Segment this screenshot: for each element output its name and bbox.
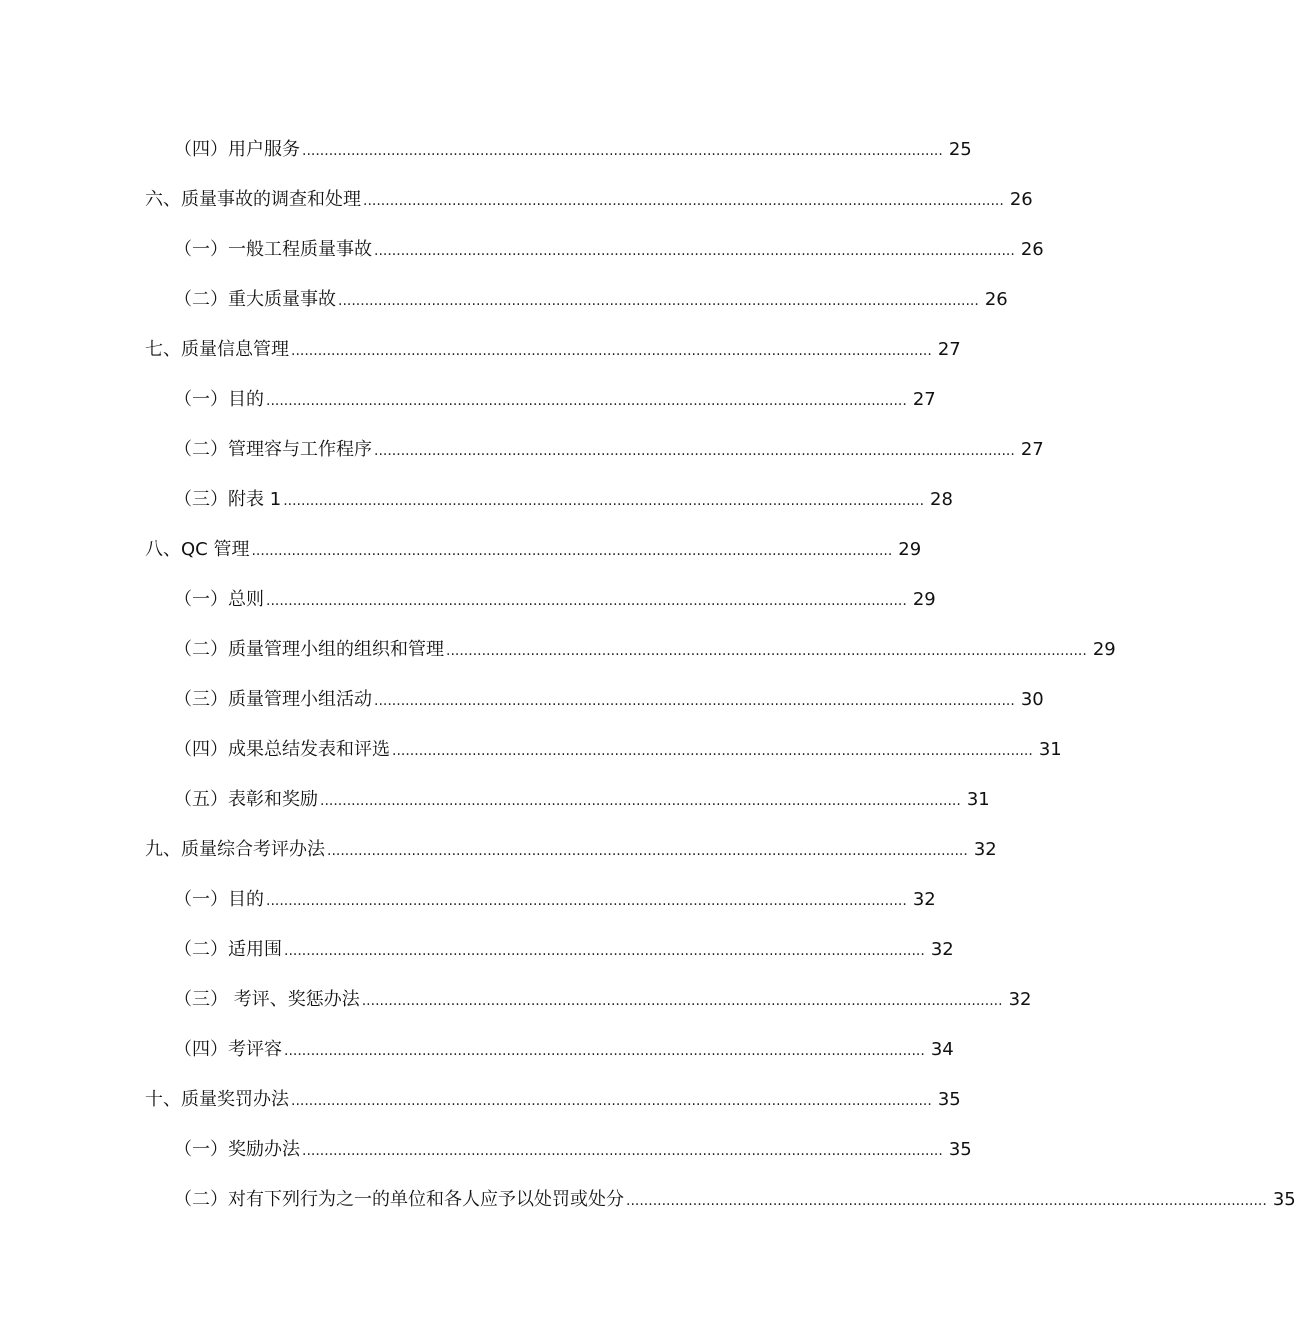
toc-entry[interactable] xyxy=(174,437,1044,463)
toc-leader-dots: ................................................................................................................................................ xyxy=(284,943,925,959)
toc-entry[interactable] xyxy=(174,1037,954,1063)
toc-entry[interactable] xyxy=(174,137,972,163)
toc-entry[interactable] xyxy=(174,1187,1296,1213)
toc-leader-dots: ................................................................................................................................................ xyxy=(266,393,907,409)
toc-entry-title: （二）重大质量事故 xyxy=(174,289,336,310)
toc-entry[interactable] xyxy=(174,687,1044,713)
toc-entry-page: 35 xyxy=(948,1139,972,1160)
toc-entry[interactable] xyxy=(174,287,1008,313)
toc-entry[interactable] xyxy=(174,937,954,963)
toc-entry-page: 31 xyxy=(966,789,990,810)
toc-leader-dots: ................................................................................................................................................ xyxy=(374,243,1015,259)
toc-leader-dots: ................................................................................................................................................ xyxy=(291,1093,932,1109)
toc-entry[interactable] xyxy=(145,1087,961,1113)
toc-leader-dots: ................................................................................................................................................ xyxy=(363,193,1004,209)
toc-entry-page: 28 xyxy=(930,489,953,510)
toc-entry-page: 32 xyxy=(1008,989,1032,1010)
toc-entry-title: （三）附表 1 xyxy=(174,489,282,510)
toc-entry[interactable] xyxy=(174,887,936,913)
toc-leader-dots: ................................................................................................................................................ xyxy=(291,343,932,359)
toc-entry[interactable] xyxy=(174,1137,972,1163)
toc-leader-dots: ................................................................................................................................................ xyxy=(392,743,1033,759)
toc-entry-title: （二）适用围 xyxy=(174,939,282,960)
toc-entry[interactable] xyxy=(174,637,1116,663)
toc-entry-title: （一）目的 xyxy=(174,889,264,910)
toc-leader-dots: ................................................................................................................................................ xyxy=(284,1043,925,1059)
toc-entry-title: （四）考评容 xyxy=(174,1039,282,1060)
toc-entry-page: 32 xyxy=(973,839,997,860)
toc-entry-title: 六、质量事故的调查和处理 xyxy=(145,189,361,210)
toc-entry-page: 26 xyxy=(1020,239,1044,260)
toc-entry[interactable] xyxy=(174,237,1044,263)
toc-entry-title: 九、质量综合考评办法 xyxy=(145,839,325,860)
toc-entry[interactable] xyxy=(145,537,922,563)
toc-entry-title: 八、QC 管理 xyxy=(145,539,250,560)
toc-entry[interactable] xyxy=(174,987,1032,1013)
toc-leader-dots: ................................................................................................................................................ xyxy=(320,793,961,809)
toc-entry-title: （五）表彰和奖励 xyxy=(174,789,318,810)
toc-entry[interactable] xyxy=(174,487,953,513)
toc-entry-page: 29 xyxy=(1092,639,1116,660)
toc-entry[interactable] xyxy=(145,837,997,863)
toc-entry-page: 27 xyxy=(1020,439,1044,460)
toc-entry-page: 26 xyxy=(984,289,1008,310)
toc-leader-dots: ................................................................................................................................................ xyxy=(626,1193,1267,1209)
toc-leader-dots: ................................................................................................................................................ xyxy=(266,893,907,909)
toc-entry-page: 32 xyxy=(930,939,954,960)
toc-entry[interactable] xyxy=(145,337,961,363)
toc-entry-page: 35 xyxy=(937,1089,961,1110)
toc-entry-page: 27 xyxy=(937,339,961,360)
toc-entry-title: （三） 考评、奖惩办法 xyxy=(174,989,360,1010)
toc-leader-dots: ................................................................................................................................................ xyxy=(374,693,1015,709)
toc-leader-dots: ................................................................................................................................................ xyxy=(251,543,893,559)
toc-entry-title: （四）成果总结发表和评选 xyxy=(174,739,390,760)
toc-entry-title: （一）一般工程质量事故 xyxy=(174,239,372,260)
toc-entry-page: 29 xyxy=(912,589,936,610)
toc-entry-page: 27 xyxy=(912,389,936,410)
toc-entry-title: （三）质量管理小组活动 xyxy=(174,689,372,710)
toc-entry-page: 32 xyxy=(912,889,936,910)
toc-entry-title: （一）目的 xyxy=(174,389,264,410)
toc-entry-page: 31 xyxy=(1038,739,1062,760)
toc-entry-title: 七、质量信息管理 xyxy=(145,339,289,360)
toc-leader-dots: ................................................................................................................................................ xyxy=(302,143,943,159)
toc-entry[interactable] xyxy=(174,787,990,813)
toc-entry[interactable] xyxy=(174,587,936,613)
toc-entry[interactable] xyxy=(174,737,1062,763)
toc-entry-title: （二）对有下列行为之一的单位和各人应予以处罚或处分 xyxy=(174,1189,624,1210)
toc-entry-page: 29 xyxy=(898,539,922,560)
toc-entry-page: 35 xyxy=(1272,1189,1296,1210)
toc-entry-page: 26 xyxy=(1009,189,1033,210)
toc-leader-dots: ................................................................................................................................................ xyxy=(338,293,979,309)
toc-leader-dots: ................................................................................................................................................ xyxy=(327,843,968,859)
toc-entry-title: （一）奖励办法 xyxy=(174,1139,300,1160)
toc-entry-page: 30 xyxy=(1020,689,1044,710)
toc-entry-page: 25 xyxy=(948,139,972,160)
toc-entry-title: （二）质量管理小组的组织和管理 xyxy=(174,639,444,660)
toc-entry-title: （二）管理容与工作程序 xyxy=(174,439,372,460)
toc-leader-dots: ................................................................................................................................................ xyxy=(446,643,1087,659)
toc-leader-dots: ................................................................................................................................................ xyxy=(374,443,1015,459)
toc-entry-title: 十、质量奖罚办法 xyxy=(145,1089,289,1110)
toc-leader-dots: ................................................................................................................................................ xyxy=(302,1143,943,1159)
toc-entry[interactable] xyxy=(174,387,936,413)
toc-entry-title: （四）用户服务 xyxy=(174,139,300,160)
toc-leader-dots: ................................................................................................................................................ xyxy=(266,593,907,609)
toc-entry[interactable] xyxy=(145,187,1033,213)
toc-leader-dots: ................................................................................................................................................ xyxy=(361,993,1003,1009)
toc-entry-title: （一）总则 xyxy=(174,589,264,610)
toc-leader-dots: ................................................................................................................................................ xyxy=(283,493,925,509)
toc-entry-page: 34 xyxy=(930,1039,954,1060)
